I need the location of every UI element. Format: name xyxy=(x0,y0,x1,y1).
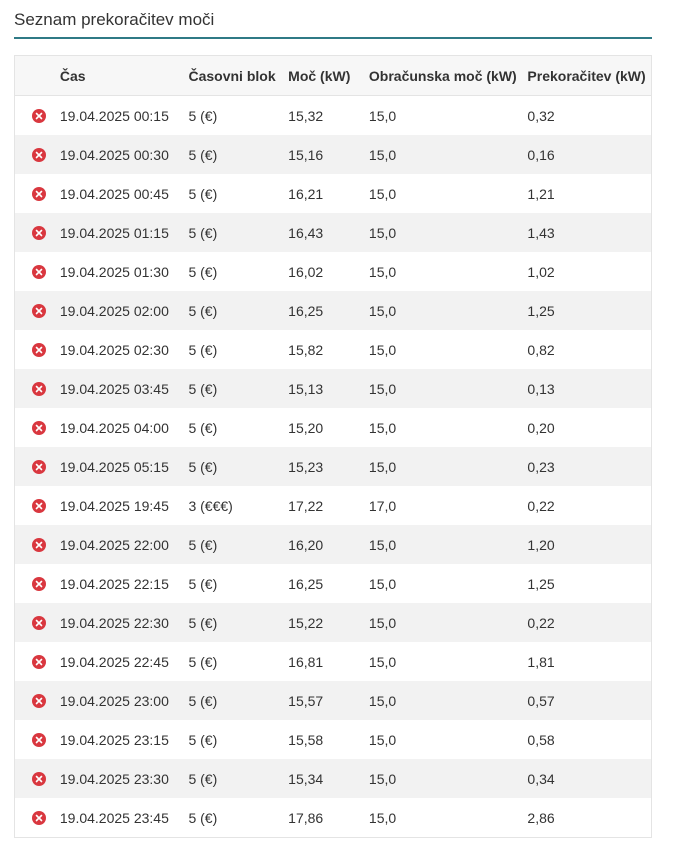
row-power: 15,57 xyxy=(288,692,324,709)
row-billing-power: 15,0 xyxy=(368,614,397,631)
row-block: 5 (€) xyxy=(188,263,218,280)
row-billing-power: 15,0 xyxy=(368,809,397,826)
error-circle-icon xyxy=(32,265,46,279)
row-status-cell xyxy=(15,382,60,396)
row-status-cell xyxy=(15,187,60,201)
row-excess: 1,43 xyxy=(527,224,555,241)
row-billing-power: 15,0 xyxy=(368,692,397,709)
row-time: 19.04.2025 00:15 xyxy=(59,107,169,124)
table-row[interactable] xyxy=(15,798,651,837)
row-time: 19.04.2025 22:30 xyxy=(59,614,169,631)
row-status-cell xyxy=(15,694,60,708)
row-status-cell xyxy=(15,772,60,786)
row-block: 3 (€€€) xyxy=(188,497,233,514)
row-time: 19.04.2025 22:15 xyxy=(59,575,169,592)
row-billing-power: 15,0 xyxy=(368,419,397,436)
header-billing-power[interactable]: Obračunska moč (kW) xyxy=(368,67,517,84)
row-billing-power: 15,0 xyxy=(368,146,397,163)
row-time: 19.04.2025 02:30 xyxy=(59,341,169,358)
row-time: 19.04.2025 00:30 xyxy=(59,146,169,163)
row-power: 17,22 xyxy=(288,497,324,514)
row-billing-power: 15,0 xyxy=(368,653,397,670)
row-status-cell xyxy=(15,577,60,591)
table-row[interactable] xyxy=(15,135,651,174)
power-excess-table xyxy=(14,55,652,838)
table-row[interactable] xyxy=(15,291,651,330)
table-row[interactable] xyxy=(15,174,651,213)
row-excess: 1,02 xyxy=(527,263,555,280)
row-excess: 0,58 xyxy=(527,731,555,748)
row-power: 16,25 xyxy=(288,575,324,592)
row-billing-power: 15,0 xyxy=(368,302,397,319)
error-circle-icon xyxy=(32,499,46,513)
row-block: 5 (€) xyxy=(188,653,218,670)
error-circle-icon xyxy=(32,538,46,552)
row-status-cell xyxy=(15,460,60,474)
row-billing-power: 15,0 xyxy=(368,107,397,124)
table-row[interactable] xyxy=(15,213,651,252)
row-power: 16,25 xyxy=(288,302,324,319)
header-power[interactable]: Moč (kW) xyxy=(288,67,351,84)
row-status-cell xyxy=(15,109,60,123)
row-block: 5 (€) xyxy=(188,185,218,202)
row-block: 5 (€) xyxy=(188,692,218,709)
error-circle-icon xyxy=(32,343,46,357)
row-block: 5 (€) xyxy=(188,575,218,592)
row-excess: 0,34 xyxy=(527,770,555,787)
row-billing-power: 17,0 xyxy=(368,497,397,514)
row-time: 19.04.2025 22:45 xyxy=(59,653,169,670)
table-row[interactable] xyxy=(15,603,651,642)
error-circle-icon xyxy=(32,733,46,747)
panel-title: Seznam prekoračitev moči xyxy=(14,0,652,39)
error-circle-icon xyxy=(32,655,46,669)
header-time[interactable]: Čas xyxy=(59,67,86,84)
table-row[interactable] xyxy=(15,330,651,369)
error-circle-icon xyxy=(32,304,46,318)
row-power: 16,43 xyxy=(288,224,324,241)
row-power: 15,20 xyxy=(288,419,324,436)
table-row[interactable] xyxy=(15,759,651,798)
row-time: 19.04.2025 22:00 xyxy=(59,536,169,553)
row-block: 5 (€) xyxy=(188,341,218,358)
row-time: 19.04.2025 19:45 xyxy=(59,497,169,514)
row-excess: 1,25 xyxy=(527,302,555,319)
row-block: 5 (€) xyxy=(188,458,218,475)
row-time: 19.04.2025 03:45 xyxy=(59,380,169,397)
table-row[interactable] xyxy=(15,525,651,564)
row-block: 5 (€) xyxy=(188,380,218,397)
row-block: 5 (€) xyxy=(188,146,218,163)
row-billing-power: 15,0 xyxy=(368,224,397,241)
row-block: 5 (€) xyxy=(188,302,218,319)
row-block: 5 (€) xyxy=(188,731,218,748)
row-power: 15,32 xyxy=(288,107,324,124)
row-billing-power: 15,0 xyxy=(368,380,397,397)
row-status-cell xyxy=(15,265,60,279)
row-time: 19.04.2025 23:45 xyxy=(59,809,169,826)
row-time: 19.04.2025 01:15 xyxy=(59,224,169,241)
row-time: 19.04.2025 04:00 xyxy=(59,419,169,436)
error-circle-icon xyxy=(32,109,46,123)
error-circle-icon xyxy=(32,382,46,396)
row-power: 17,86 xyxy=(288,809,324,826)
row-time: 19.04.2025 23:15 xyxy=(59,731,169,748)
row-power: 16,21 xyxy=(288,185,324,202)
row-billing-power: 15,0 xyxy=(368,263,397,280)
row-billing-power: 15,0 xyxy=(368,185,397,202)
row-excess: 2,86 xyxy=(527,809,555,826)
row-time: 19.04.2025 00:45 xyxy=(59,185,169,202)
row-power: 15,34 xyxy=(288,770,324,787)
row-power: 16,02 xyxy=(288,263,324,280)
row-block: 5 (€) xyxy=(188,419,218,436)
row-billing-power: 15,0 xyxy=(368,458,397,475)
row-time: 19.04.2025 23:30 xyxy=(59,770,169,787)
row-power: 16,20 xyxy=(288,536,324,553)
error-circle-icon xyxy=(32,187,46,201)
table-row[interactable] xyxy=(15,681,651,720)
error-circle-icon xyxy=(32,460,46,474)
row-excess: 0,57 xyxy=(527,692,555,709)
table-row[interactable] xyxy=(15,564,651,603)
row-excess: 1,81 xyxy=(527,653,555,670)
row-excess: 0,23 xyxy=(527,458,555,475)
row-status-cell xyxy=(15,538,60,552)
row-time: 19.04.2025 23:00 xyxy=(59,692,169,709)
error-circle-icon xyxy=(32,694,46,708)
row-block: 5 (€) xyxy=(188,224,218,241)
row-status-cell xyxy=(15,616,60,630)
row-power: 15,58 xyxy=(288,731,324,748)
error-circle-icon xyxy=(32,421,46,435)
row-status-cell xyxy=(15,226,60,240)
error-circle-icon xyxy=(32,811,46,825)
row-excess: 0,22 xyxy=(527,614,555,631)
row-excess: 0,32 xyxy=(527,107,555,124)
table-row[interactable] xyxy=(15,447,651,486)
table-row[interactable] xyxy=(15,486,651,525)
table-header-row xyxy=(15,56,651,96)
table-row[interactable] xyxy=(15,369,651,408)
row-status-cell xyxy=(15,499,60,513)
row-status-cell xyxy=(15,343,60,357)
row-excess: 1,25 xyxy=(527,575,555,592)
row-power: 15,22 xyxy=(288,614,324,631)
row-excess: 0,82 xyxy=(527,341,555,358)
row-billing-power: 15,0 xyxy=(368,341,397,358)
row-power: 15,13 xyxy=(288,380,324,397)
row-power: 16,81 xyxy=(288,653,324,670)
row-power: 15,23 xyxy=(288,458,324,475)
row-power: 15,82 xyxy=(288,341,324,358)
error-circle-icon xyxy=(32,616,46,630)
error-circle-icon xyxy=(32,148,46,162)
row-block: 5 (€) xyxy=(188,107,218,124)
header-block[interactable]: Časovni blok xyxy=(188,67,276,84)
error-circle-icon xyxy=(32,577,46,591)
row-block: 5 (€) xyxy=(188,614,218,631)
row-status-cell xyxy=(15,148,60,162)
table-row[interactable] xyxy=(15,642,651,681)
row-billing-power: 15,0 xyxy=(368,575,397,592)
table-row[interactable] xyxy=(15,720,651,759)
error-circle-icon xyxy=(32,226,46,240)
row-power: 15,16 xyxy=(288,146,324,163)
row-time: 19.04.2025 01:30 xyxy=(59,263,169,280)
row-excess: 1,20 xyxy=(527,536,555,553)
row-status-cell xyxy=(15,304,60,318)
table-body xyxy=(15,96,651,837)
table-row[interactable] xyxy=(15,252,651,291)
row-block: 5 (€) xyxy=(188,770,218,787)
row-block: 5 (€) xyxy=(188,536,218,553)
row-excess: 0,13 xyxy=(527,380,555,397)
row-status-cell xyxy=(15,733,60,747)
row-billing-power: 15,0 xyxy=(368,770,397,787)
table-row[interactable] xyxy=(15,408,651,447)
row-block: 5 (€) xyxy=(188,809,218,826)
row-status-cell xyxy=(15,421,60,435)
row-time: 19.04.2025 05:15 xyxy=(59,458,169,475)
row-billing-power: 15,0 xyxy=(368,536,397,553)
power-excess-panel xyxy=(14,0,652,838)
row-status-cell xyxy=(15,811,60,825)
row-billing-power: 15,0 xyxy=(368,731,397,748)
error-circle-icon xyxy=(32,772,46,786)
table-row[interactable] xyxy=(15,96,651,135)
row-excess: 1,21 xyxy=(527,185,555,202)
row-time: 19.04.2025 02:00 xyxy=(59,302,169,319)
row-excess: 0,16 xyxy=(527,146,555,163)
header-excess[interactable]: Prekoračitev (kW) xyxy=(527,67,646,84)
row-excess: 0,22 xyxy=(527,497,555,514)
row-status-cell xyxy=(15,655,60,669)
row-excess: 0,20 xyxy=(527,419,555,436)
